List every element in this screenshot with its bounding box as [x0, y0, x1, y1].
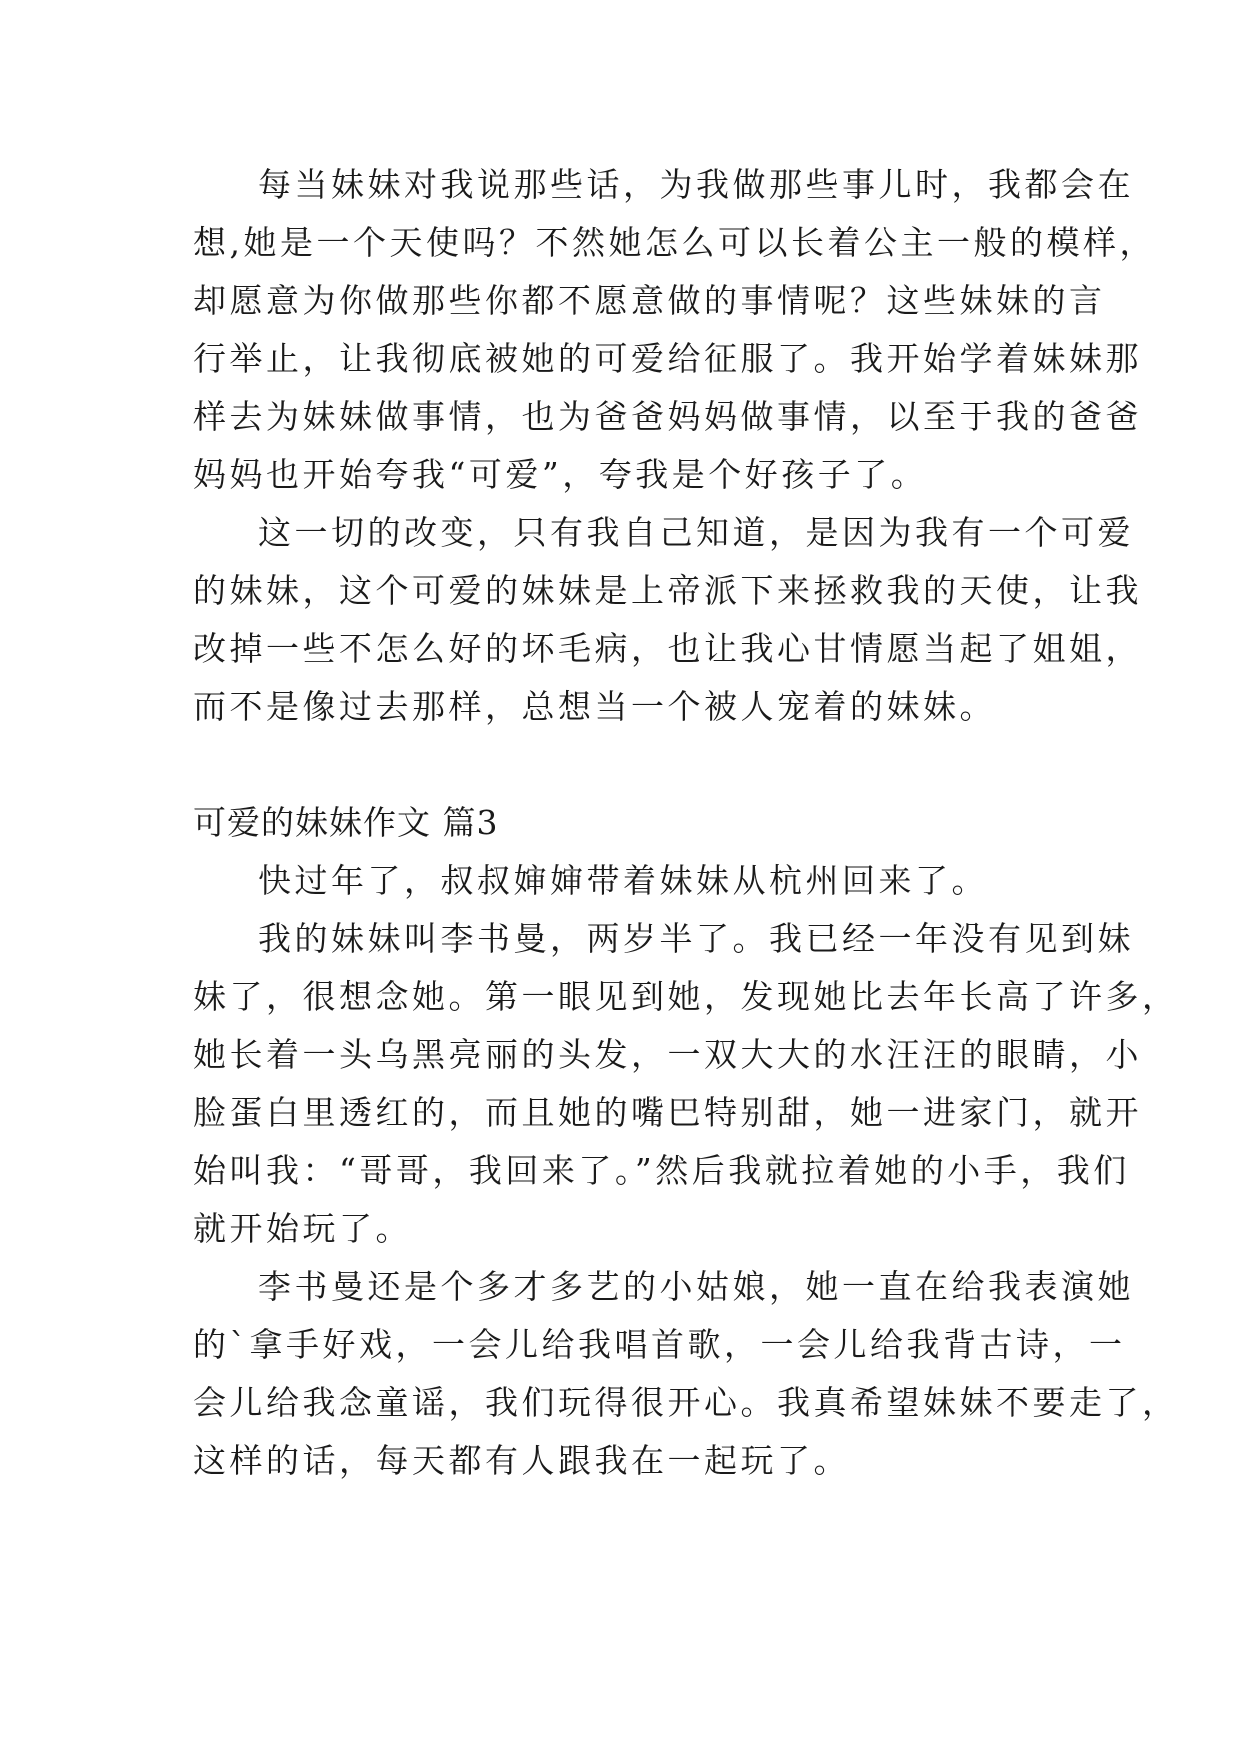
text-line: 就开始玩了。	[193, 1209, 412, 1248]
text-line: 我的妹妹叫李书曼，两岁半了。我已经一年没有见到妹	[258, 919, 1134, 958]
text-line: 样去为妹妹做事情，也为爸爸妈妈做事情，以至于我的爸爸	[193, 397, 1142, 436]
text-line: 会儿给我念童谣，我们玩得很开心。我真希望妹妹不要走了，	[193, 1383, 1179, 1422]
text-line: 她长着一头乌黑亮丽的头发，一双大大的水汪汪的眼睛，小	[193, 1035, 1142, 1074]
text-line: 妈妈也开始夸我“可爱”，夸我是个好孩子了。	[193, 455, 928, 494]
text-line: 而不是像过去那样，总想当一个被人宠着的妹妹。	[193, 687, 996, 726]
section-heading: 可爱的妹妹作文 篇3	[193, 803, 499, 842]
text-line: 却愿意为你做那些你都不愿意做的事情呢？这些妹妹的言	[193, 281, 1106, 320]
text-line: 行举止，让我彻底被她的可爱给征服了。我开始学着妹妹那	[193, 339, 1142, 378]
text-line: 妹了，很想念她。第一眼见到她，发现她比去年长高了许多，	[193, 977, 1179, 1016]
text-line: 快过年了，叔叔婶婶带着妹妹从杭州回来了。	[258, 861, 988, 900]
text-line: 每当妹妹对我说那些话，为我做那些事儿时，我都会在	[258, 165, 1134, 204]
text-line: 想,她是一个天使吗？不然她怎么可以长着公主一般的模样，	[193, 223, 1156, 262]
text-line: 的`拿手好戏，一会儿给我唱首歌，一会儿给我背古诗，一	[193, 1325, 1126, 1364]
text-line: 脸蛋白里透红的，而且她的嘴巴特别甜，她一进家门，就开	[193, 1093, 1142, 1132]
text-line: 始叫我：“哥哥，我回来了。”然后我就拉着她的小手，我们	[193, 1151, 1130, 1190]
text-line: 这一切的改变，只有我自己知道，是因为我有一个可爱	[258, 513, 1134, 552]
text-line: 李书曼还是个多才多艺的小姑娘，她一直在给我表演她	[258, 1267, 1134, 1306]
text-line: 这样的话，每天都有人跟我在一起玩了。	[193, 1441, 850, 1480]
text-line: 的妹妹，这个可爱的妹妹是上帝派下来拯救我的天使，让我	[193, 571, 1142, 610]
text-line: 改掉一些不怎么好的坏毛病，也让我心甘情愿当起了姐姐，	[193, 629, 1142, 668]
